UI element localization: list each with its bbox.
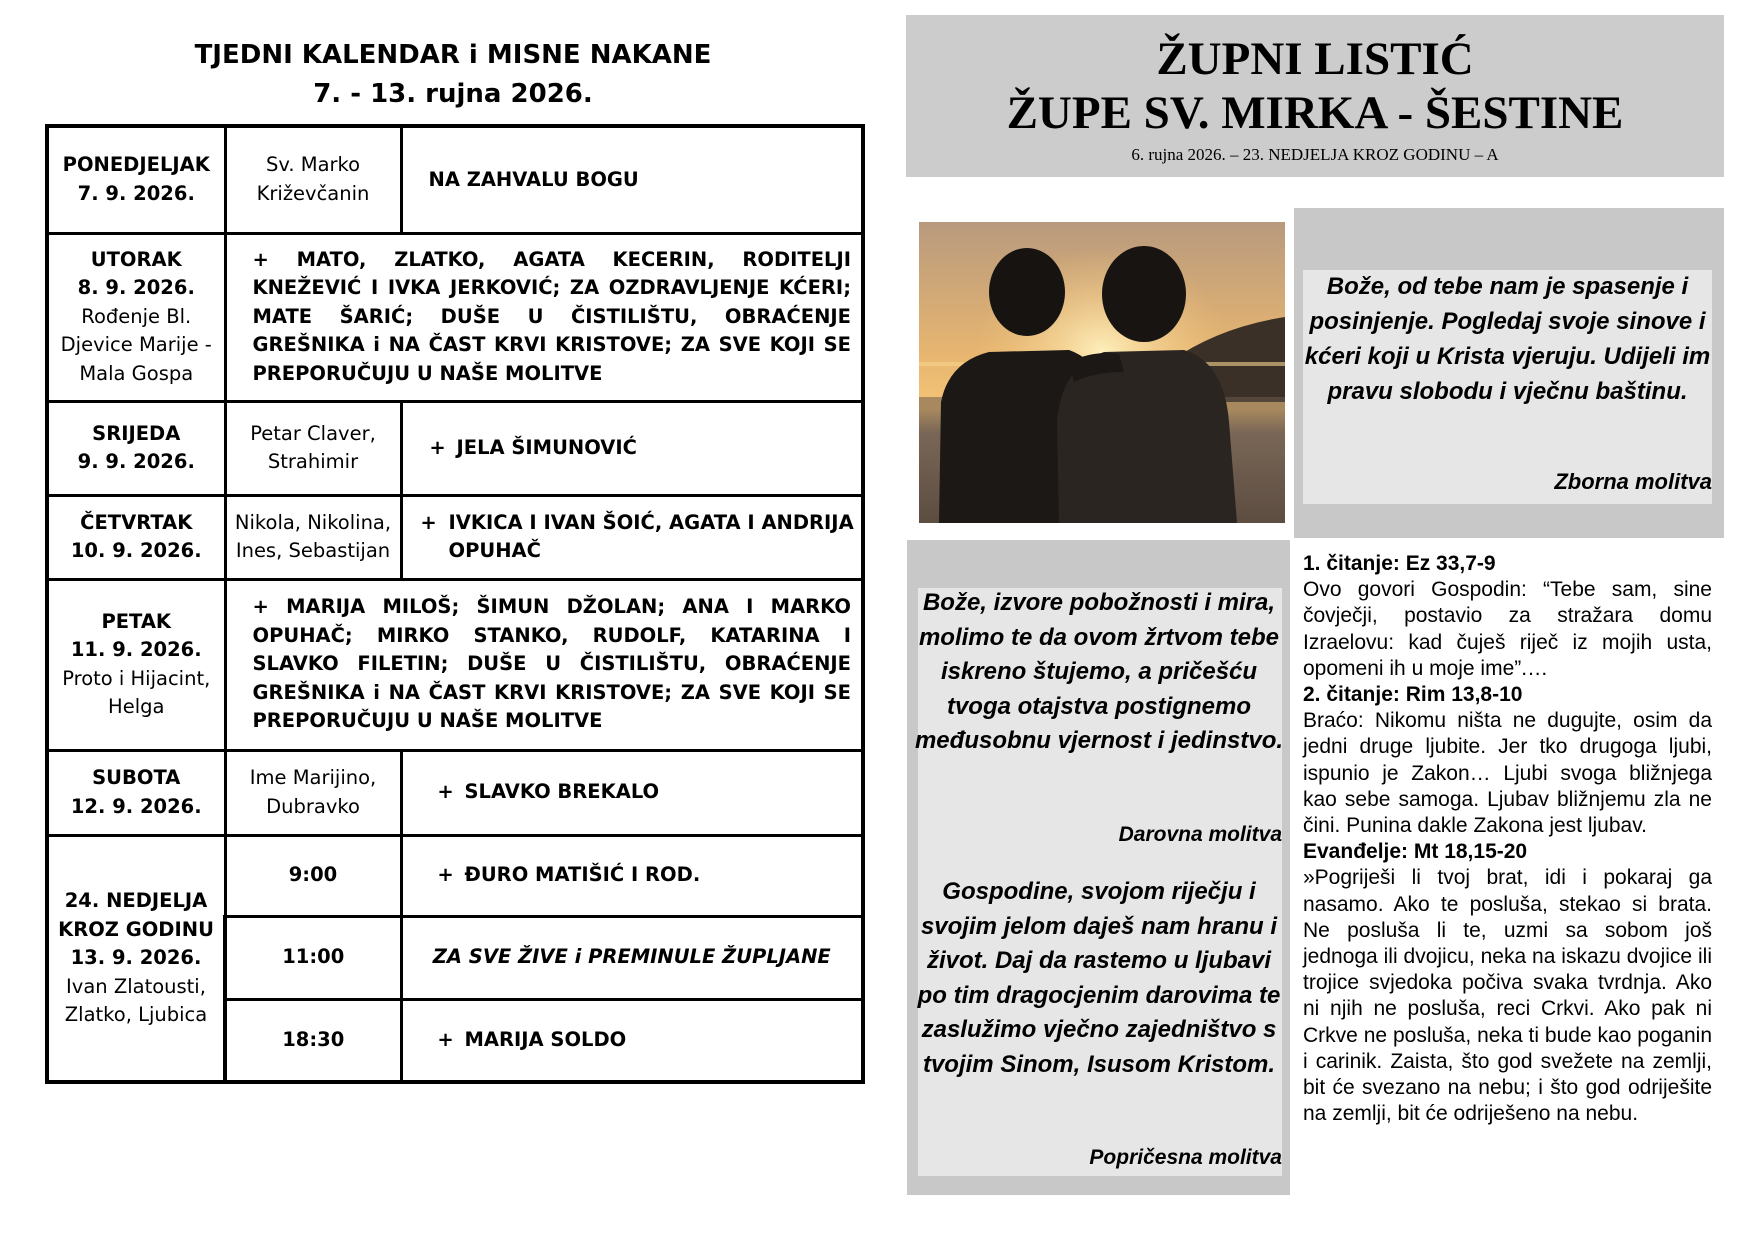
readings (1303, 551, 1712, 1127)
bulletin-title: ŽUPNI LISTIĆ (1156, 33, 1474, 85)
bulletin-header (906, 15, 1724, 177)
intention-text: JELA ŠIMUNOVIĆ (456, 435, 637, 459)
intention-cell (401, 126, 863, 233)
communion-prayer-text: Gospodine, svojom riječju i svojim jelom daješ nam hranu i život. Daj da rastemo u ljubavi po tim dragocjenim darovima te zaslužimo vječno zajedništvo s tvojim Sinom, Isusom Kristom. (917, 878, 1281, 1078)
cross-mark: + (429, 435, 446, 459)
calendar-row-monday (47, 126, 863, 233)
day-date: 9. 9. 2026. (77, 450, 195, 473)
saint-name: Ivan Zlatousti, Zlatko, Ljubica (64, 974, 208, 1026)
calendar-row-sunday-9 (47, 835, 863, 916)
day-date: 11. 9. 2026. (70, 638, 202, 661)
intention-text: + MARIJA MILOŠ; ŠIMUN DŽOLAN; ANA I MARKO OPUHAČ; MIRKO STANKO, RUDOLF, KATARINA I SLAVKO FILETIN; DUŠE U ČISTILIŠTU, OBRAĆENJE GREŠNIKA i NA ČAST KRVI KRISTOVE; ZA SVE KOJI SE PREPORUČUJU U NAŠE MOLITVE (252, 595, 851, 733)
intention-cell (401, 916, 863, 999)
day-cell (47, 579, 225, 750)
intention-text: + MATO, ZLATKO, AGATA KECERIN, RODITELJI KNEŽEVIĆ I IVKA JERKOVIĆ; ZA OZDRAVLJENJE KĆERI; MATE ŠARIĆ; DUŠE U ČISTILIŠTU, OBRAĆENJE GREŠNIKA i NA ČAST KRVI KRISTOVE; ZA SVE KOJI SE PREPORUČUJU U NAŠE MOLITVE (252, 247, 851, 385)
day-date: 8. 9. 2026. (77, 276, 195, 300)
day-date: 13. 9. 2026. (70, 946, 202, 969)
intention-text: IVKICA I IVAN ŠOIĆ, AGATA I ANDRIJA OPUHAČ (448, 510, 854, 562)
day-date: 12. 9. 2026. (70, 794, 202, 818)
feast-name: Rođenje Bl. Djevice Marije - Mala Gospa (60, 304, 212, 385)
saint-name: Sv. Marko Križevčanin (256, 153, 370, 205)
day-date: 7. 9. 2026. (77, 181, 195, 205)
cross-mark: + (437, 1028, 454, 1051)
intention-cell (225, 579, 863, 750)
intention-text: ĐURO MATIŠIĆ I ROD. (464, 863, 701, 887)
day-cell (47, 495, 225, 579)
saint-cell (225, 495, 401, 579)
cross-mark: + (437, 863, 454, 887)
reading-heading: 2. čitanje: Rim 13,8-10 (1303, 683, 1523, 707)
bulletin-date: 6. rujna 2026. – 23. NEDJELJA KROZ GODINU – A (1131, 145, 1499, 164)
mass-time: 18:30 (225, 999, 401, 1082)
calendar-title (45, 36, 861, 114)
day-cell (47, 401, 225, 495)
day-name: PONEDJELJAK (62, 153, 210, 177)
saint-name: Proto i Hijacint, Helga (62, 666, 211, 718)
calendar-dates: 7. - 13. rujna 2026. (313, 79, 593, 109)
mass-time: 9:00 (225, 835, 401, 916)
cross-mark: + (420, 510, 437, 534)
saint-name: Petar Claver, Strahimir (250, 421, 376, 473)
intention-cell (401, 401, 863, 495)
photo-two-boys-sunset-icon (919, 222, 1285, 523)
communion-prayer-source: Popričesna molitva (1089, 1146, 1282, 1169)
day-cell (47, 750, 225, 835)
day-name: UTORAK (90, 247, 182, 271)
day-name: 24. NEDJELJA KROZ GODINU (58, 889, 214, 941)
parish-name: ŽUPE SV. MIRKA - ŠESTINE (1006, 87, 1624, 139)
offertory-prayer-source: Darovna molitva (1118, 823, 1282, 846)
calendar-row-friday (47, 579, 863, 750)
intention-cell (225, 233, 863, 401)
calendar-row-saturday (47, 750, 863, 835)
intention-text: MARIJA SOLDO (464, 1028, 627, 1051)
reading-heading: 1. čitanje: Ez 33,7-9 (1303, 552, 1496, 575)
saint-cell (225, 750, 401, 835)
day-name: SUBOTA (92, 766, 181, 789)
intention-cell (401, 999, 863, 1082)
collect-prayer-text: Bože, od tebe nam je spasenje i posinjenje. Pogledaj svoje sinove i kćeri koji u Krista vjeruju. Udijeli im pravu slobodu i vječnu baštinu. (1304, 273, 1711, 405)
reading-text: Ovo govori Gospodin: “Tebe sam, sine čovječji, postavio za stražara domu Izraelovu: kad čuješ riječ iz mojih usta, opomeni ih u moje ime”.… (1303, 578, 1712, 680)
reading-text: Braćo: Nikomu ništa ne dugujte, osim da jedni druge ljubite. Jer tko drugoga ljubi, ispunio je Zakon… Ljubi svoga bližnjega kao sebe samoga. Ljubav bližnjemu zla ne čini. Punina dakle Zakona jest ljubav. (1303, 709, 1712, 838)
cross-mark: + (437, 780, 454, 804)
calendar-table (45, 124, 865, 1084)
saint-name: Nikola, Nikolina, Ines, Sebastijan (234, 510, 392, 562)
calendar-heading: TJEDNI KALENDAR i MISNE NAKANE (194, 40, 712, 70)
saint-name: Ime Marijino, Dubravko (249, 766, 377, 818)
calendar-row-thursday (47, 495, 863, 579)
saint-cell (225, 401, 401, 495)
saint-cell (225, 126, 401, 233)
day-name: PETAK (101, 609, 172, 633)
offertory-prayer-text: Bože, izvore pobožnosti i mira, molimo te da ovom žrtvom tebe iskreno štujemo, a pričešću tvoga otajstva postignemo međusobnu vjernost i jedinstvo. (914, 589, 1284, 754)
intention-text: ZA SVE ŽIVE i PREMINULE ŽUPLJANE (432, 945, 831, 969)
day-name: ČETVRTAK (80, 510, 193, 534)
calendar-row-wednesday (47, 401, 863, 495)
intention-text: NA ZAHVALU BOGU (428, 167, 639, 191)
intention-text: SLAVKO BREKALO (464, 780, 660, 804)
day-name: SRIJEDA (92, 421, 181, 445)
day-cell (47, 835, 225, 1082)
calendar-row-tuesday (47, 233, 863, 401)
collect-prayer-source: Zborna molitva (1554, 469, 1712, 494)
intention-cell (401, 750, 863, 835)
gospel-text: »Pogriješi li tvoj brat, idi i pokaraj ga nasamo. Ako te posluša, stekao si brata. Ne posluša li te, uzmi sa sobom još jednoga ili dvojicu, neka na iskazu dvojice ili trojice svjedoka počiva svaka tvrdnja. Ako ni njih ne posluša, reci Crkvi. Ako pak ni Crkve ne posluša, neka ti bude kao poganin i carinik. Zaista, što god svežete na zemlji, bit će svezano na nebu; i što god odriješite na zemlji, bit će odriješeno na nebu. (1303, 866, 1712, 1126)
day-cell (47, 233, 225, 401)
intention-cell (401, 495, 863, 579)
gospel-heading: Evanđelje: Mt 18,15-20 (1303, 840, 1528, 864)
intention-cell (401, 835, 863, 916)
day-date: 10. 9. 2026. (70, 539, 202, 562)
mass-time: 11:00 (225, 916, 401, 999)
day-cell (47, 126, 225, 233)
